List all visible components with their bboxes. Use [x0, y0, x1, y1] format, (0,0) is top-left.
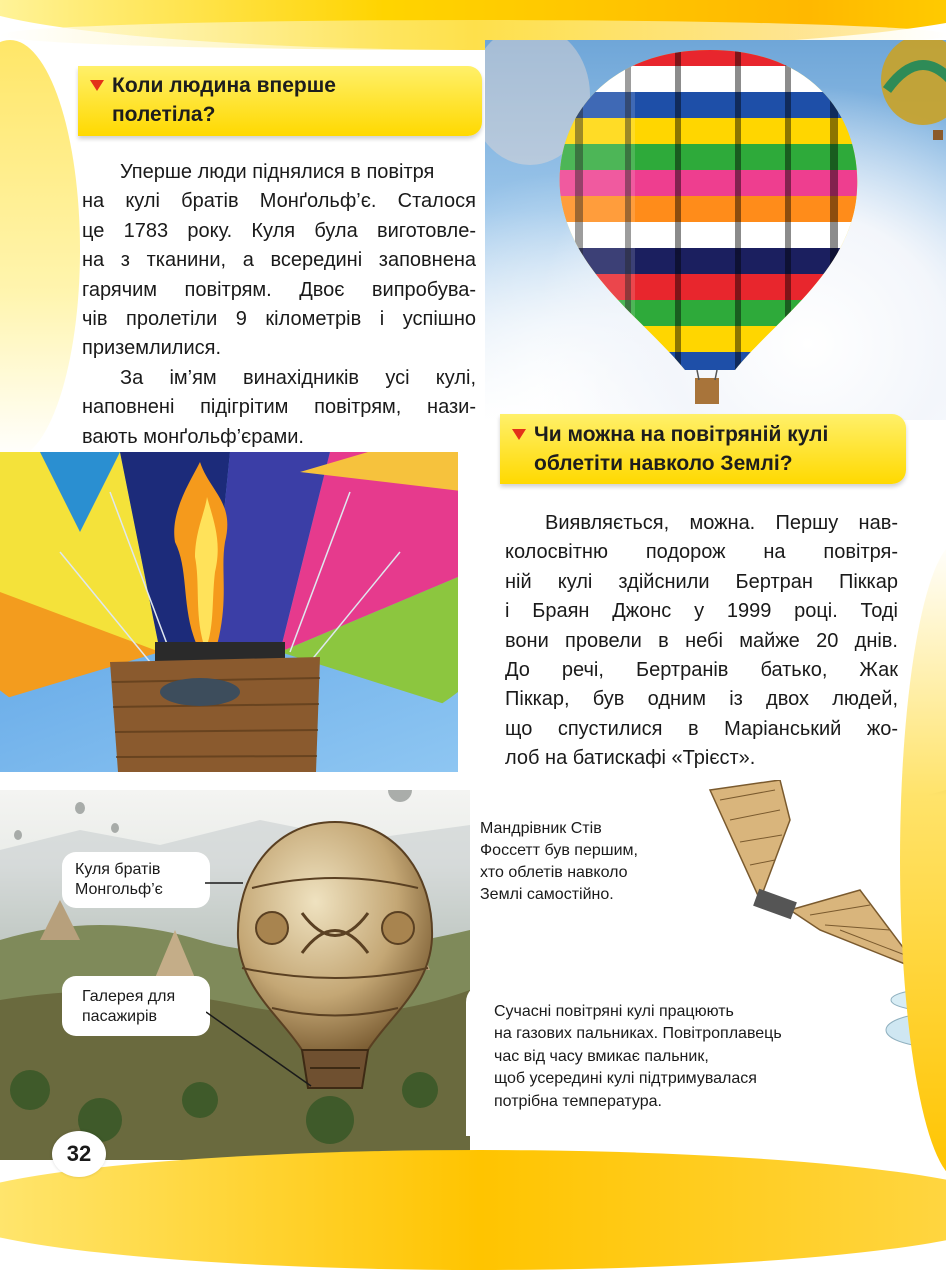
- callout-pointer: [206, 1010, 316, 1090]
- text-line: гарячим повітрям. Двоє випробува-: [82, 278, 476, 301]
- heading-line-1: Коли людина вперше: [112, 74, 336, 97]
- text-line: Піккар, був одним із двох людей,: [505, 688, 898, 711]
- caption-line: Фоссетт був першим,: [480, 842, 638, 859]
- callout-line: пасажирів: [82, 1008, 158, 1025]
- callout-line: Монгольф’є: [75, 881, 163, 898]
- callout-line: щоб усередині кулі підтримувалася: [494, 1070, 757, 1087]
- caption-line: Мандрівник Стів: [480, 820, 602, 837]
- text-line: Виявляється, можна. Першу нав-: [545, 512, 898, 534]
- section1-text: [82, 158, 476, 452]
- left-yellow-swoosh: [0, 40, 80, 460]
- bottom-yellow-swoosh: [0, 1150, 946, 1270]
- page-number: 32: [52, 1131, 106, 1177]
- text-line: приземлилися.: [82, 337, 222, 360]
- callout-gas-burners: [466, 984, 846, 1136]
- caption-line: Землі самостійно.: [480, 886, 614, 903]
- heading-line-1: Чи можна на повітряній кулі: [534, 423, 829, 446]
- section2-text: [505, 509, 898, 774]
- burner-basket-photo: [0, 452, 458, 772]
- text-line: чів пролетіли 9 кілометрів і успішно: [82, 308, 476, 331]
- callout-line: на газових пальниках. Повітроплавець: [494, 1025, 782, 1042]
- caption-line: хто облетів навколо: [480, 864, 628, 881]
- callout-line: Куля братів: [75, 861, 161, 878]
- text-line: ній кулі здійснили Бертран Піккар: [505, 570, 898, 593]
- rainbow-balloon-photo: [485, 40, 946, 420]
- text-line: це 1783 року. Куля була виготовле-: [82, 219, 476, 242]
- text-line: лоб на батискафі «Трієст».: [505, 747, 756, 770]
- callout-montgolfier-balloon: [62, 852, 210, 908]
- caption-steve-fossett: [480, 818, 680, 906]
- section-heading-around-the-world: [500, 414, 906, 484]
- text-line: До речі, Бертранів батько, Жак: [505, 659, 898, 682]
- red-triangle-icon: [512, 429, 526, 440]
- section-heading-first-flight: [78, 66, 482, 136]
- callout-line: потрібна температура.: [494, 1093, 662, 1110]
- callout-line: час від часу вмикає пальник,: [494, 1048, 709, 1065]
- text-line: вають монґольф’єрами.: [82, 425, 304, 448]
- red-triangle-icon: [90, 80, 104, 91]
- heading-line-2: полетіла?: [112, 103, 216, 126]
- text-line: і Браян Джонс у 1999 році. Тоді: [505, 600, 898, 623]
- text-line: вони провели в небі майже 20 днів.: [505, 629, 898, 652]
- callout-line: Сучасні повітряні кулі працюють: [494, 1003, 734, 1020]
- text-line: Уперше люди піднялися в повітря: [120, 161, 435, 183]
- heading-line-2: облетіти навколо Землі?: [534, 452, 793, 475]
- text-line: За ім’ям винахідників усі кулі,: [120, 366, 476, 389]
- callout-pointer: [205, 875, 245, 895]
- text-line: на з тканини, а всередині заповнена: [82, 249, 476, 272]
- text-line: що спустилися в Маріанський жо-: [505, 717, 898, 740]
- callout-line: Галерея для: [82, 988, 176, 1005]
- text-line: на кулі братів Монґольф’є. Сталося: [82, 190, 476, 213]
- callout-passenger-gallery: [62, 976, 210, 1036]
- text-line: наповнені підігрітим повітрям, нази-: [82, 396, 476, 419]
- text-line: колосвітню подорож на повітря-: [505, 541, 898, 564]
